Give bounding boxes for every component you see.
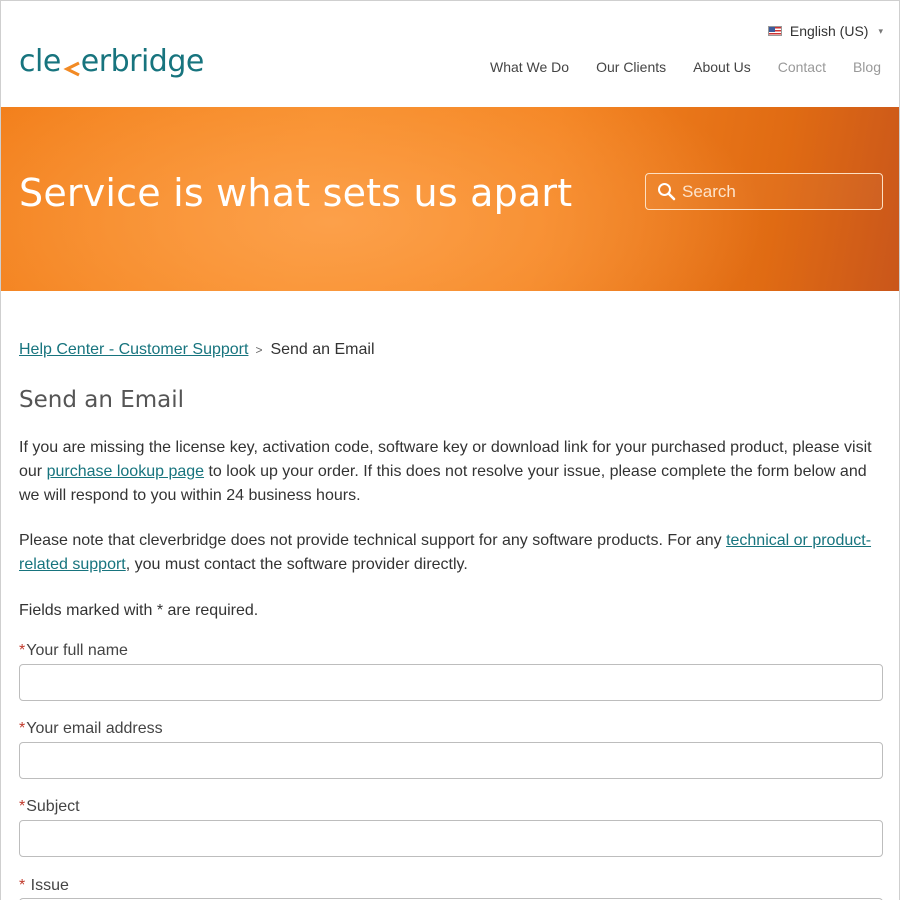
required-marker: * (19, 642, 26, 659)
cleverbridge-logo[interactable] (19, 41, 204, 81)
logo-arrow-icon (61, 52, 81, 74)
search-input[interactable] (682, 182, 872, 202)
subject-label (19, 798, 80, 816)
technical-support-link[interactable]: technical or product-related support (19, 532, 872, 573)
chevron-down-icon: ▾ (878, 25, 883, 36)
full-name-field[interactable] (19, 664, 883, 701)
required-marker: * (19, 720, 26, 737)
support-text-after: , you must contact the software provider directly. (125, 556, 468, 573)
breadcrumb-link-help-center[interactable]: Help Center - Customer Support (19, 341, 249, 358)
nav-contact[interactable]: Contact (777, 59, 826, 75)
search-icon (656, 181, 678, 203)
email-field[interactable] (19, 742, 883, 779)
email-label-text: Your email address (26, 720, 163, 737)
site-header (1, 1, 900, 107)
intro-text-before: If you are missing the license key, activation code, software key or download link for your purchased product, please visit our (19, 439, 872, 480)
nav-what-we-do[interactable]: What We Do (489, 59, 570, 75)
intro-paragraph (19, 436, 885, 508)
subject-label-text: Subject (26, 798, 80, 815)
search-box[interactable] (645, 173, 883, 210)
nav-about-us[interactable]: About Us (693, 59, 751, 75)
hero-title: Service is what sets us apart (19, 171, 573, 215)
full-name-label-text: Your full name (26, 642, 128, 659)
issue-label-text: Issue (26, 877, 69, 894)
email-label (19, 720, 163, 738)
subject-field[interactable] (19, 820, 883, 857)
support-text-before: Please note that cleverbridge does not provide technical support for any software products. For any (19, 532, 727, 549)
language-selector[interactable] (768, 21, 883, 41)
us-flag-icon (768, 26, 782, 36)
breadcrumb (19, 341, 375, 359)
breadcrumb-separator: > (255, 343, 263, 357)
nav-blog[interactable]: Blog (852, 59, 881, 75)
issue-label (19, 877, 69, 895)
logo-text-right: erbridge (80, 43, 204, 79)
required-marker: * (19, 877, 26, 894)
intro-text-after: to look up your order. If this does not resolve your issue, please complete the form below and we will respond to you within 24 business hours. (19, 463, 867, 504)
support-note-paragraph (19, 529, 885, 577)
full-name-label (19, 642, 128, 660)
nav-our-clients[interactable]: Our Clients (596, 59, 667, 75)
required-note: Fields marked with * are required. (19, 602, 259, 619)
hero-banner (1, 107, 900, 291)
language-label: English (US) (789, 23, 869, 39)
breadcrumb-current: Send an Email (270, 341, 375, 358)
main-nav (463, 57, 881, 77)
page-title: Send an Email (19, 387, 185, 413)
purchase-lookup-link[interactable]: purchase lookup page (46, 463, 205, 480)
required-marker: * (19, 798, 26, 815)
logo-text-left: cle (19, 43, 61, 79)
